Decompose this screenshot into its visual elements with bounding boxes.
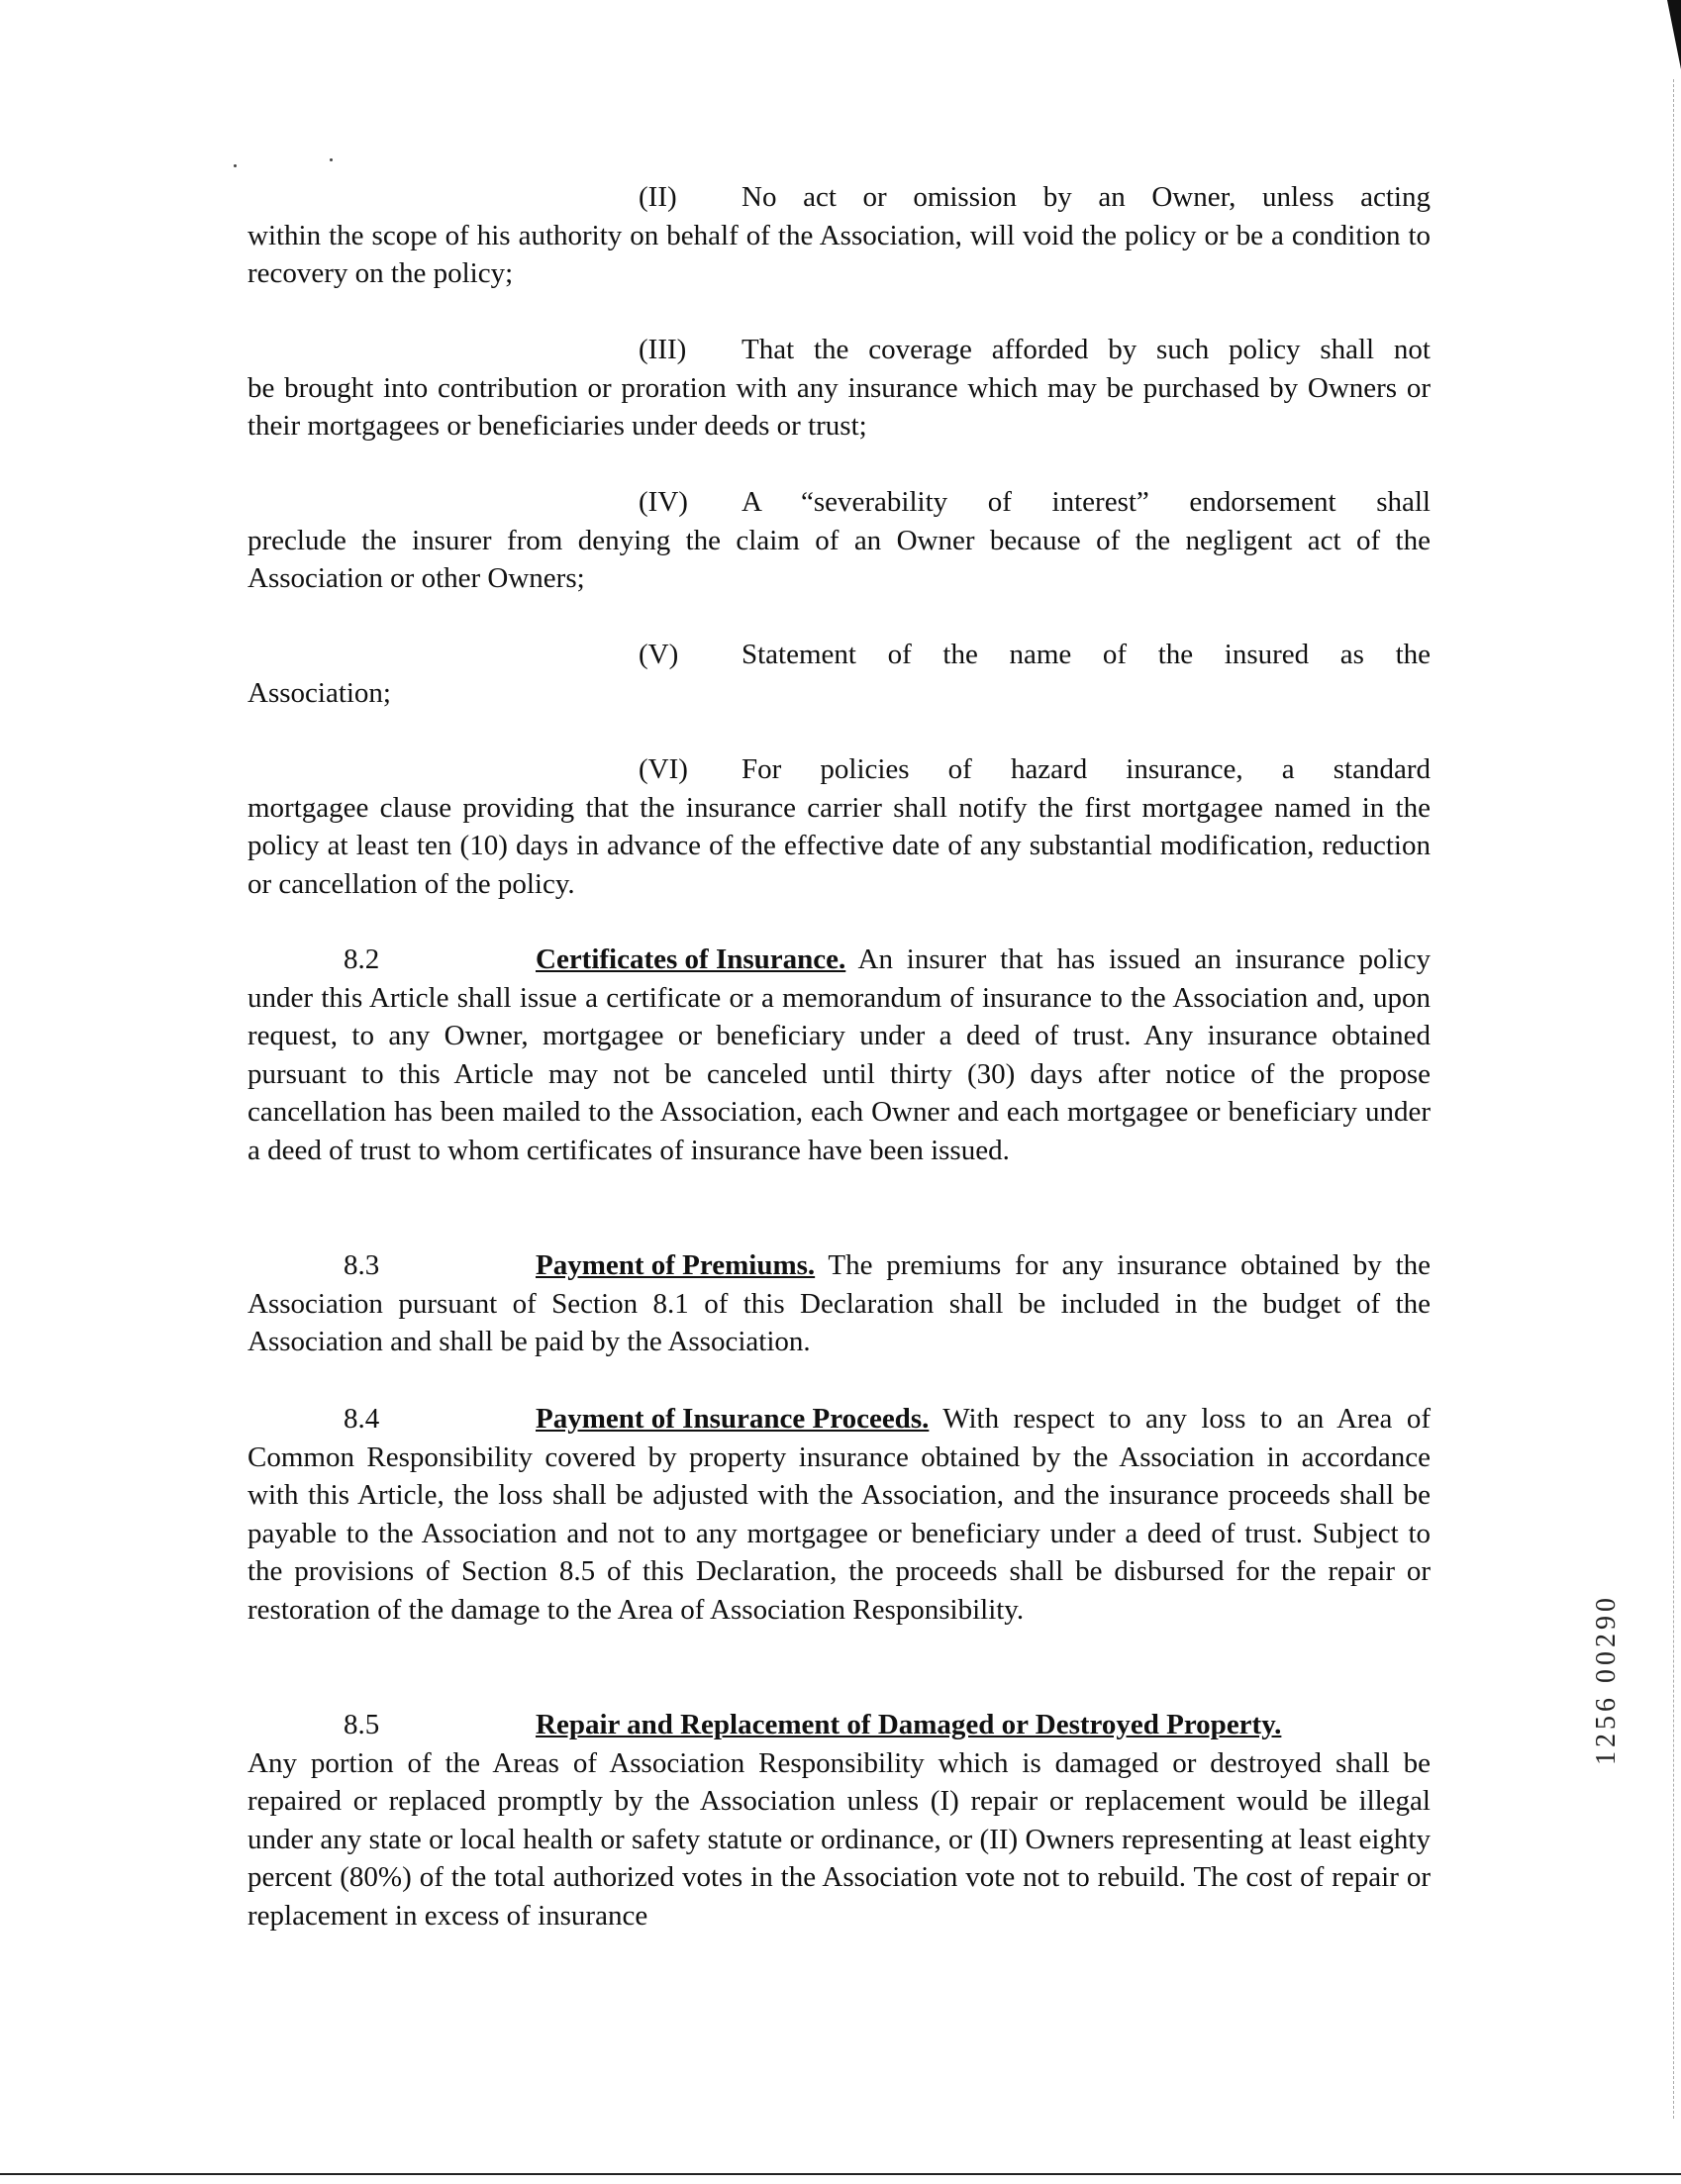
subsection-lead	[247, 483, 1431, 522]
subsection-body: within the scope of his authority on behalf of the Association, will void the policy or be a condition to recovery on the policy;	[247, 219, 1431, 289]
subsection-lead	[247, 636, 1431, 674]
subsection-number: (VI)	[639, 753, 688, 785]
scan-speck	[234, 164, 237, 167]
subsection-body: be brought into contribution or proration with any insurance which may be purchased by Owners or their mortgagees or beneficiaries under deeds or trust;	[247, 371, 1431, 442]
subsection-iv	[247, 483, 1431, 598]
subsection-number: (III)	[639, 334, 687, 365]
subsection-iii	[247, 331, 1431, 446]
subsection-lead-text: A “severability of interest” endorsement shall	[742, 486, 1431, 518]
section-number: 8.5	[344, 1709, 380, 1740]
section-8-3	[247, 1246, 1431, 1361]
scan-bottom-edge	[0, 2173, 1681, 2175]
section-title: Payment of Premiums.	[536, 1249, 816, 1281]
subsection-lead	[247, 178, 1431, 217]
subsection-lead	[247, 331, 1431, 369]
section-title: Payment of Insurance Proceeds.	[536, 1403, 930, 1435]
section-heading	[247, 1706, 1431, 1744]
section-8-5	[247, 1706, 1431, 1935]
section-body: With respect to any loss to an Area of Common Responsibility covered by property insurance obtained by the Association in accordance with this Article, the loss shall be adjusted with the Association, and the insurance proceeds shall be payable to the Association and not to any mortgagee or beneficiary under a deed of trust. Subject to the provisions of Section 8.5 of this Declaration, the proceeds shall be disbursed for the repair or restoration of the damage to the Area of Association Responsibility.	[247, 1403, 1431, 1626]
subsection-v	[247, 636, 1431, 712]
subsection-lead-text: For policies of hazard insurance, a standard	[742, 753, 1431, 785]
section-number: 8.3	[344, 1249, 380, 1281]
recording-number: 1256 00290	[1591, 1594, 1622, 1765]
section-title: Repair and Replacement of Damaged or Destroyed Property.	[536, 1709, 1282, 1740]
subsection-lead	[247, 750, 1431, 789]
section-8-2	[247, 941, 1431, 1169]
section-title: Certificates of Insurance.	[536, 943, 846, 975]
subsection-lead-text: No act or omission by an Owner, unless acting	[742, 181, 1431, 213]
section-body: Any portion of the Areas of Association Responsibility which is damaged or destroyed shall be repaired or replaced promptly by the Association unless (I) repair or replacement would be illegal under any state or local health or safety statute or ordinance, or (II) Owners representing at least eighty percent (80%) of the total authorized votes in the Association vote not to rebuild. The cost of repair or replacement in excess of insurance	[247, 1746, 1431, 1932]
subsection-lead-text: That the coverage afforded by such policy shall not	[742, 334, 1431, 365]
section-body: The premiums for any insurance obtained by the Association pursuant of Section 8.1 of this Declaration shall be included in the budget of the Association and shall be paid by the Association.	[247, 1249, 1431, 1357]
subsection-number: (V)	[639, 639, 679, 670]
scan-speck	[330, 158, 333, 161]
subsection-body: mortgagee clause providing that the insurance carrier shall notify the first mortgagee named in the policy at least ten (10) days in advance of the effective date of any substantial modification, reduction or cancellation of the policy.	[247, 791, 1431, 900]
scan-edge-line	[1673, 79, 1675, 2119]
subsection-lead-text: Statement of the name of the insured as the	[742, 639, 1431, 670]
subsection-vi	[247, 750, 1431, 903]
subsection-ii	[247, 178, 1431, 293]
scan-corner-mark	[1667, 0, 1681, 69]
subsection-body: preclude the insurer from denying the claim of an Owner because of the negligent act of the Association or other Owners;	[247, 524, 1431, 594]
section-8-4	[247, 1400, 1431, 1629]
subsection-body: Association;	[247, 676, 391, 709]
section-body: An insurer that has issued an insurance policy under this Article shall issue a certificate or a memorandum of insurance to the Association and, upon request, to any Owner, mortgagee or beneficiary under a deed of trust. Any insurance obtained pursuant to this Article may not be canceled until thirty (30) days after notice of the propose cancellation has been mailed to the Association, each Owner and each mortgagee or beneficiary under a deed of trust to whom certificates of insurance have been issued.	[247, 943, 1431, 1166]
subsection-number: (IV)	[639, 486, 688, 518]
subsection-number: (II)	[639, 181, 677, 213]
section-number: 8.4	[344, 1403, 380, 1435]
section-number: 8.2	[344, 943, 380, 975]
